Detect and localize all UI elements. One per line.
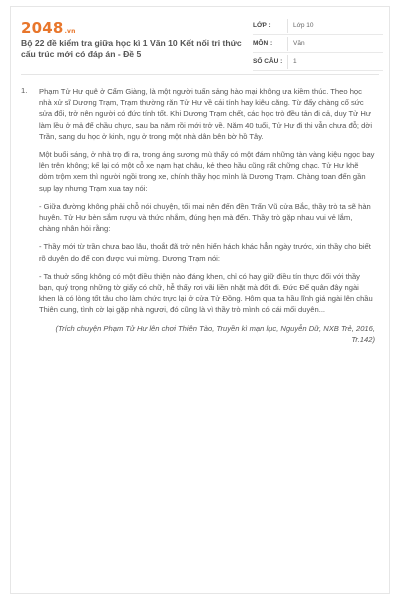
header-divider — [21, 74, 379, 75]
site-logo[interactable] — [21, 19, 76, 37]
document-title: Bộ 22 đề kiểm tra giữa học kì 1 Văn 10 Kết nối tri thức cấu trúc mới có đáp án - Đề 5 — [21, 38, 242, 59]
passage-paragraph: Phạm Tử Hư quê ở Cẩm Giàng, là một người tuấn sảng hào mại không ưa kiềm thúc. Theo học nhà xử sĩ Dương Trạm, Trạm thường răn Tử Hư về cái tính hay kiêu căng. Từ đấy chàng cố sức sửa đổi, trở nên người có đức tính tốt. Khi Dương Trạm chết, các học trò đều tản đi cả, duy Tử Hư làm lều ở mả để chầu chực, sau ba năm rồi mới trở về. Năm 40 tuổi, Tử Hư đi thi vẫn chưa đỗ; dời Trần, sang du học ở kinh, ngụ ở trong một nhà dân bên bờ hồ Tây. — [39, 87, 373, 141]
meta-row-class — [253, 17, 383, 35]
question-body — [39, 86, 375, 352]
passage-paragraph: - Thầy mới từ trần chưa bao lâu, thoắt đã trở nên hiển hách khác hẳn ngày trước, xin thầy cho biết rõ duyên do để con được vui mừng. Dương Trạm nói: — [39, 242, 371, 263]
meta-value: Lớp 10 — [293, 22, 314, 29]
meta-row-subject — [253, 35, 383, 53]
passage-paragraph: - Ta thuở sống không có một điều thiện nào đáng khen, chỉ có hay giữ điều tín thực đối với thầy bạn, quý trọng những tờ giấy có chữ, hễ thấy rơi vãi liền nhặt mà đốt đi. Đức Đế quân đây ngài khen là có lòng tốt tâu cho làm chức trực lại ở cửa Tử Đồng. Hôm qua ta hầu lĩnh giá ngài lên chầu Thiên cung, tình cờ lại gặp nhà ngươi, đó cũng là vì thầy trò mình có cái mối duyên... — [39, 271, 373, 315]
meta-row-question-count — [253, 53, 383, 71]
meta-value: Văn — [293, 40, 305, 47]
meta-separator — [287, 37, 288, 51]
document-page — [10, 6, 390, 594]
document-meta — [253, 17, 383, 71]
logo-text: 2048 — [21, 19, 64, 37]
passage-citation: (Trích chuyện Phạm Tử Hư lên chơi Thiên Tào, Truyền kì mạn lục, Nguyễn Dữ, NXB Trẻ, 2016, Tr.142) — [55, 323, 375, 344]
meta-value: 1 — [293, 58, 297, 65]
passage-paragraph: Một buổi sáng, ở nhà trọ đi ra, trong áng sương mù thấy có một đám những tàn vàng kiệu ngọc bay lên trên không; kế lại có một cỗ xe nạm hạt châu, kẻ theo hầu cũng rất chững chạc. Tử Hư khẽ dòm trộm xem thì người ngồi trong xe, chính thầy học mình là Dương Trạm. Chàng toan đến gần sụp lạy nhưng Trạm xua tay nói: — [39, 150, 375, 193]
meta-separator — [287, 19, 288, 33]
meta-separator — [287, 55, 288, 69]
document-header — [11, 7, 389, 71]
meta-label: LỚP : — [253, 22, 271, 29]
passage-paragraph: - Giữa đường không phải chỗ nói chuyện, tối mai nên đến đền Trấn Vũ cửa Bắc, thầy trò ta sẽ hàn huyên. Tử Hư bèn sắm rượu và thức nhắm, đúng hẹn mà đến. Thầy trò gặp nhau vui vẻ lắm, chàng nhân hỏi rằng: — [39, 201, 371, 234]
meta-label: SỐ CÂU : — [253, 58, 283, 65]
meta-label: MÔN : — [253, 40, 273, 47]
question-number: 1. — [21, 86, 28, 95]
logo-suffix: .vn — [64, 28, 76, 35]
